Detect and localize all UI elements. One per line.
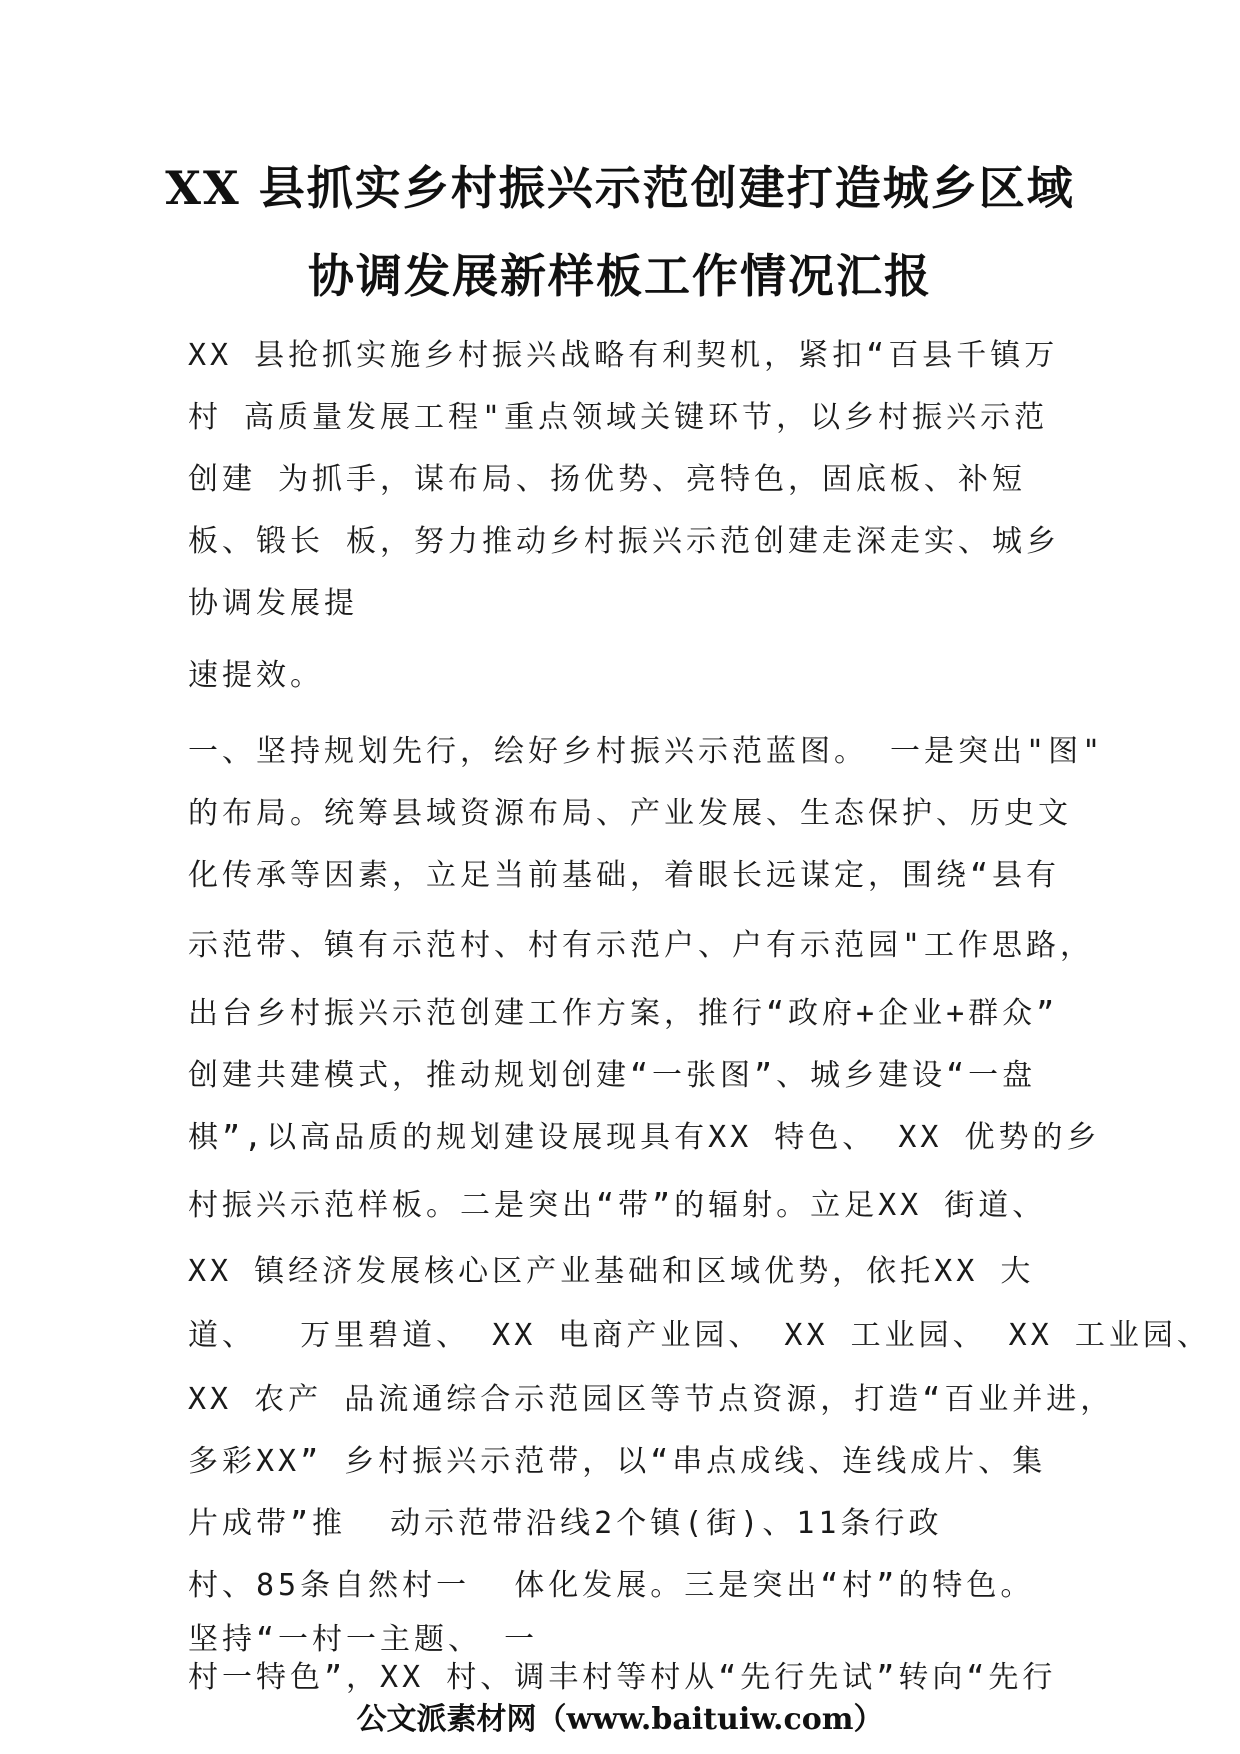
- body-line-3: 创建 为抓手，谋布局、扬优势、亮特色，固底板、补短: [188, 462, 1027, 497]
- body-line-9: 化传承等因素，立足当前基础，着眼长远谋定，围绕“县有: [188, 858, 1061, 893]
- body-line-13: 棋”,以高品质的规划建设展现具有XX 特色、 XX 优势的乡: [188, 1120, 1101, 1155]
- body-line-4: 板、锻长 板，努力推动乡村振兴示范创建走深走实、城乡: [188, 524, 1061, 559]
- body-line-8: 的布局。统筹县域资源布局、产业发展、生态保护、历史文: [188, 796, 1072, 831]
- body-line-2: 村 高质量发展工程"重点领域关键环节，以乡村振兴示范: [188, 400, 1049, 435]
- body-line-5: 协调发展提: [188, 586, 358, 621]
- body-line-11: 出台乡村振兴示范创建工作方案，推行“政府+企业+群众”: [188, 996, 1059, 1031]
- body-line-10: 示范带、镇有示范村、村有示范户、户有示范园"工作思路，: [188, 928, 1095, 963]
- body-line-15: XX 镇经济发展核心区产业基础和区域优势，依托XX 大: [188, 1254, 1035, 1289]
- body-line-17: XX 农产 品流通综合示范园区等节点资源，打造“百业并进，: [188, 1382, 1115, 1417]
- body-line-7: 一、坚持规划先行，绘好乡村振兴示范蓝图。 一是突出"图": [188, 734, 1105, 769]
- body-line-22: 村一特色”，XX 村、调丰村等村从“先行先试”转向“先行: [188, 1660, 1057, 1695]
- body-line-6: 速提效。: [188, 658, 324, 693]
- document-title-line-1: XX 县抓实乡村振兴示范创建打造城乡区域: [165, 161, 1075, 215]
- body-line-19: 片成带”推 动示范带沿线2个镇(街)、11条行政: [188, 1506, 943, 1541]
- body-line-18: 多彩XX” 乡村振兴示范带，以“串点成线、连线成片、集: [188, 1444, 1047, 1479]
- body-line-21: 坚持“一村一主题、 一: [188, 1622, 539, 1657]
- document-title-line-2: 协调发展新样板工作情况汇报: [308, 249, 932, 303]
- body-line-16: 道、 万里碧道、 XX 电商产业园、 XX 工业园、 XX 工业园、: [188, 1318, 1211, 1353]
- page-footer: 公文派素材网（www.baituiw.com）: [356, 1702, 884, 1737]
- body-line-12: 创建共建模式，推动规划创建“一张图”、城乡建设“一盘: [188, 1058, 1037, 1093]
- body-line-20: 村、85条自然村一 体化发展。三是突出“村”的特色。: [188, 1568, 1035, 1603]
- body-line-1: XX 县抢抓实施乡村振兴战略有利契机，紧扣“百县千镇万: [188, 338, 1059, 373]
- body-line-14: 村振兴示范样板。二是突出“带”的辐射。立足XX 街道、: [188, 1188, 1047, 1223]
